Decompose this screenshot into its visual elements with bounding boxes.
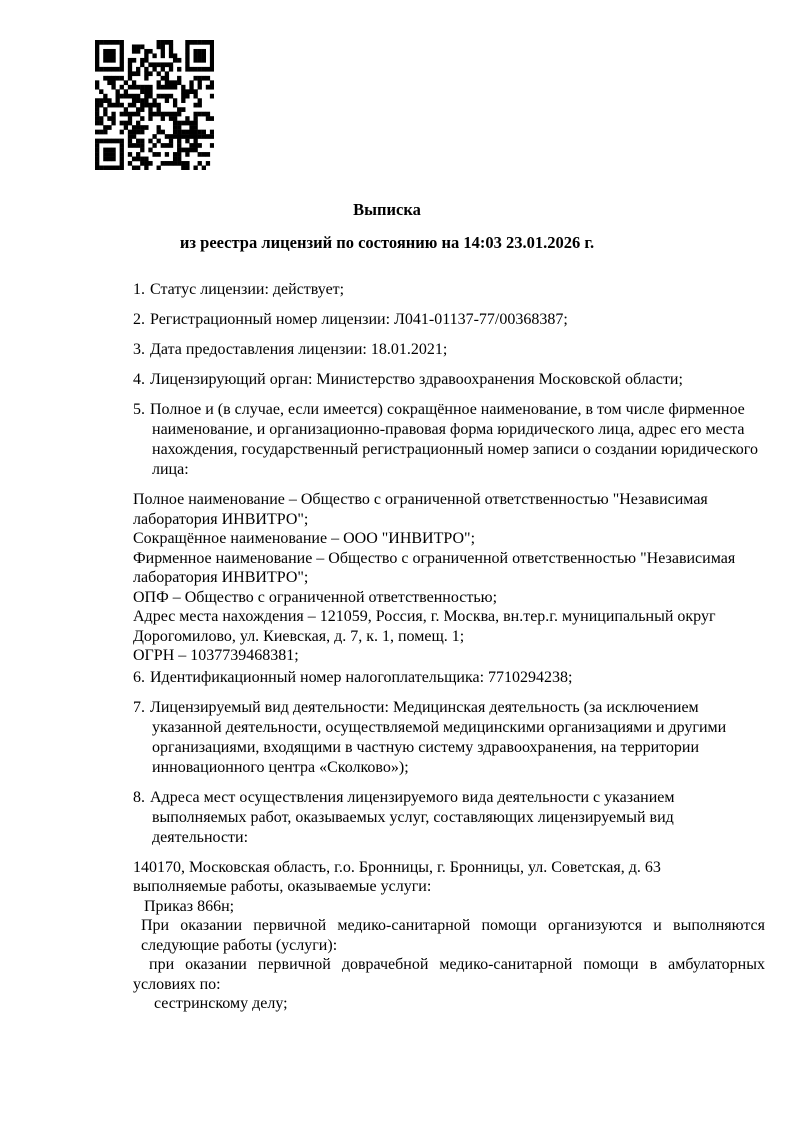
organization-details — [133, 490, 765, 666]
item-activity-addresses — [133, 788, 765, 848]
document-body — [133, 280, 765, 1014]
item-number: 2. — [133, 311, 145, 328]
item-inn — [133, 668, 765, 688]
item-grant-date — [133, 340, 765, 360]
activity-address: 140170, Московская область, г.о. Бронницы, г. Бронницы, ул. Советская, д. 63 — [133, 858, 661, 876]
item-text: Лицензируемый вид деятельности: Медицинская деятельность (за исключением указанной деятельности, осуществляемой медицинскими организациями и другими организациями, входящими в частную систему здравоохранения, на территории инновационного центра «Сколково»); — [150, 698, 727, 776]
order-866n: Приказ 866н; — [144, 897, 235, 915]
org-opf: ОПФ – Общество с ограниченной ответственностью; — [133, 588, 498, 606]
item-text: Регистрационный номер лицензии: Л041-01137-77/00368387; — [150, 311, 568, 328]
document-subtitle: из реестра лицензий по состоянию на 14:03 23.01.2026 г. — [179, 233, 595, 252]
service-condition: при оказании первичной доврачебной медико-санитарной помощи в амбулаторных условиях по: — [133, 956, 765, 993]
works-services-label: выполняемые работы, оказываемые услуги: — [133, 878, 432, 895]
item-number: 6. — [133, 668, 145, 686]
qr-code-icon — [95, 40, 214, 170]
item-number: 8. — [133, 788, 145, 806]
item-legal-entity-names — [133, 400, 765, 480]
item-licensed-activity — [133, 698, 765, 778]
activity-address-block — [133, 858, 765, 1014]
item-text: Статус лицензии: действует; — [150, 281, 345, 298]
service-group: При оказании первичной медико-санитарной помощи организуются и выполняются следующие работы (услуги): — [141, 917, 765, 954]
service-item: сестринскому делу; — [154, 995, 288, 1012]
item-text: Полное и (в случае, если имеется) сокращённое наименование, в том числе фирменное наименование, и организационно-правовая форма юридического лица, адрес его места нахождения, государственный регистрационный номер записи о создании юридического лица: — [150, 401, 758, 478]
org-full-name: Полное наименование – Общество с ограниченной ответственностью "Независимая лаборатория ИНВИТРО"; — [133, 491, 708, 528]
item-text: Дата предоставления лицензии: 18.01.2021; — [150, 341, 448, 358]
item-licensing-authority — [133, 370, 765, 390]
org-brand-name: Фирменное наименование – Общество с ограниченной ответственностью "Независимая лаборатория ИНВИТРО"; — [133, 549, 736, 586]
document-header — [0, 200, 790, 253]
item-number: 5. — [133, 401, 145, 418]
item-text: Лицензирующий орган: Министерство здравоохранения Московской области; — [150, 371, 683, 388]
item-license-status — [133, 280, 765, 300]
item-text: Адреса мест осуществления лицензируемого вида деятельности с указанием выполняемых работ, оказываемых услуг, составляющих лицензируемый вид деятельности: — [150, 788, 675, 846]
org-address: Адрес места нахождения – 121059, Россия, г. Москва, вн.тер.г. муниципальный округ Дорогомилово, ул. Киевская, д. 7, к. 1, помещ. 1; — [133, 608, 716, 645]
item-number: 1. — [133, 281, 145, 298]
item-number: 3. — [133, 341, 145, 358]
item-registration-number — [133, 310, 765, 330]
item-text: Идентификационный номер налогоплательщика: 7710294238; — [150, 668, 573, 686]
org-ogrn: ОГРН – 1037739468381; — [133, 647, 299, 664]
org-short-name: Сокращённое наименование – ООО "ИНВИТРО"; — [133, 530, 476, 547]
item-number: 4. — [133, 371, 145, 388]
document-title: Выписка — [353, 200, 421, 219]
item-number: 7. — [133, 698, 145, 716]
